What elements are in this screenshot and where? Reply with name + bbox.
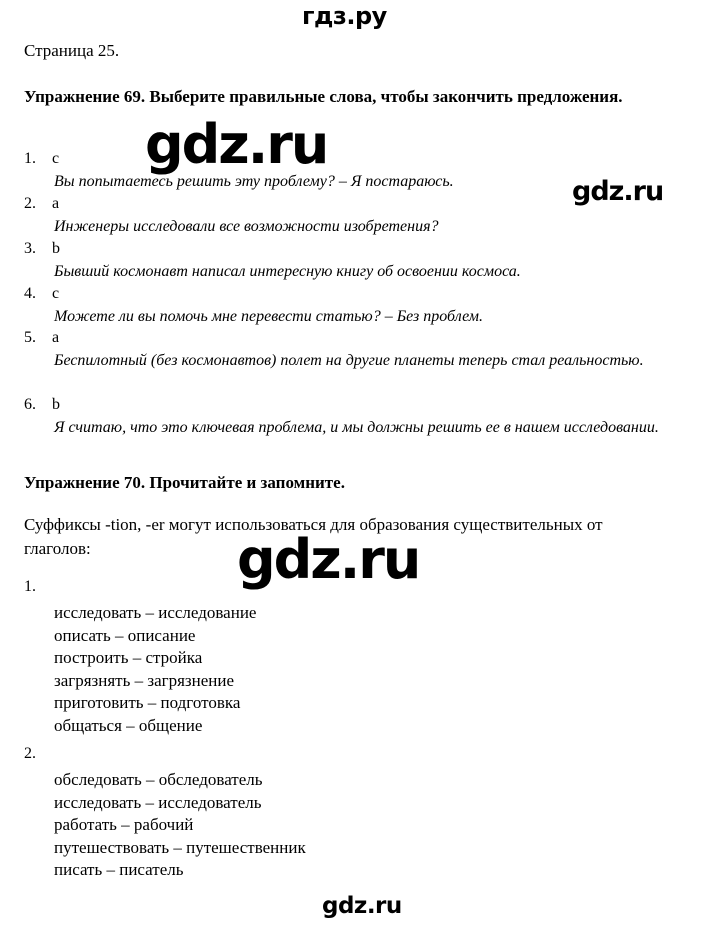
answer-number: 3.	[24, 240, 36, 257]
word-pair: общаться – общение	[54, 715, 203, 735]
word-pair-list	[54, 602, 256, 737]
word-pair: писать – писатель	[54, 860, 184, 879]
answer-number: 5.	[24, 329, 36, 346]
answer-translation: Инженеры исследовали все возможности изобретения?	[54, 218, 439, 235]
gdz-watermark-large-top: gdz.ru	[145, 113, 328, 176]
answer-translation: Бывший космонавт написал интересную книгу об освоении космоса.	[54, 263, 521, 280]
answer-letter: c	[52, 285, 60, 302]
word-pair: приготовить – подготовка	[54, 693, 241, 712]
word-group-number: 2.	[24, 745, 36, 762]
word-pair: обследовать – обследователь	[54, 770, 263, 789]
page-number-label: Страница 25.	[24, 41, 120, 60]
answer-letter: b	[52, 396, 60, 413]
word-group-number: 1.	[24, 578, 36, 595]
gdz-watermark-right: gdz.ru	[572, 176, 664, 207]
answer-number: 4.	[24, 285, 36, 302]
answer-translation: Можете ли вы помочь мне перевести статью? – Без проблем.	[54, 308, 483, 325]
answer-letter: c	[52, 150, 60, 167]
word-pair: работать – рабочий	[54, 815, 194, 834]
answer-translation: Я считаю, что это ключевая проблема, и мы должны решить ее в нашем исследовании.	[54, 419, 659, 436]
exercise-69-heading: Упражнение 69. Выберите правильные слова, чтобы закончить предложения.	[24, 87, 623, 106]
site-logo-watermark: гдз.ру	[302, 2, 387, 30]
answer-number: 1.	[24, 150, 36, 167]
word-pair: загрязнять – загрязнение	[54, 670, 235, 690]
exercise-70-heading: Упражнение 70. Прочитайте и запомните.	[24, 473, 345, 492]
word-pair: построить – стройка	[54, 648, 203, 667]
answer-letter: a	[52, 329, 60, 346]
word-pair-list	[54, 769, 306, 882]
answer-number: 2.	[24, 195, 36, 212]
word-pair: описать – описание	[54, 625, 196, 645]
word-pair: исследовать – исследование	[54, 603, 257, 622]
gdz-watermark-footer: gdz.ru	[322, 893, 402, 919]
answer-letter: b	[52, 240, 60, 257]
exercise-70-intro: Суффиксы -tion, -er могут использоваться для образования существительных от глаголов:	[24, 515, 603, 558]
answer-number: 6.	[24, 396, 36, 413]
word-pair: исследовать – исследователь	[54, 792, 262, 812]
answer-translation: Беспилотный (без космонавтов) полет на другие планеты теперь стал реальностью.	[54, 352, 644, 369]
word-pair: путешествовать – путешественник	[54, 837, 306, 857]
gdz-watermark-large-middle: gdz.ru	[237, 528, 420, 591]
answer-letter: a	[52, 195, 60, 212]
answer-translation: Вы попытаетесь решить эту проблему? – Я постараюсь.	[54, 173, 454, 190]
